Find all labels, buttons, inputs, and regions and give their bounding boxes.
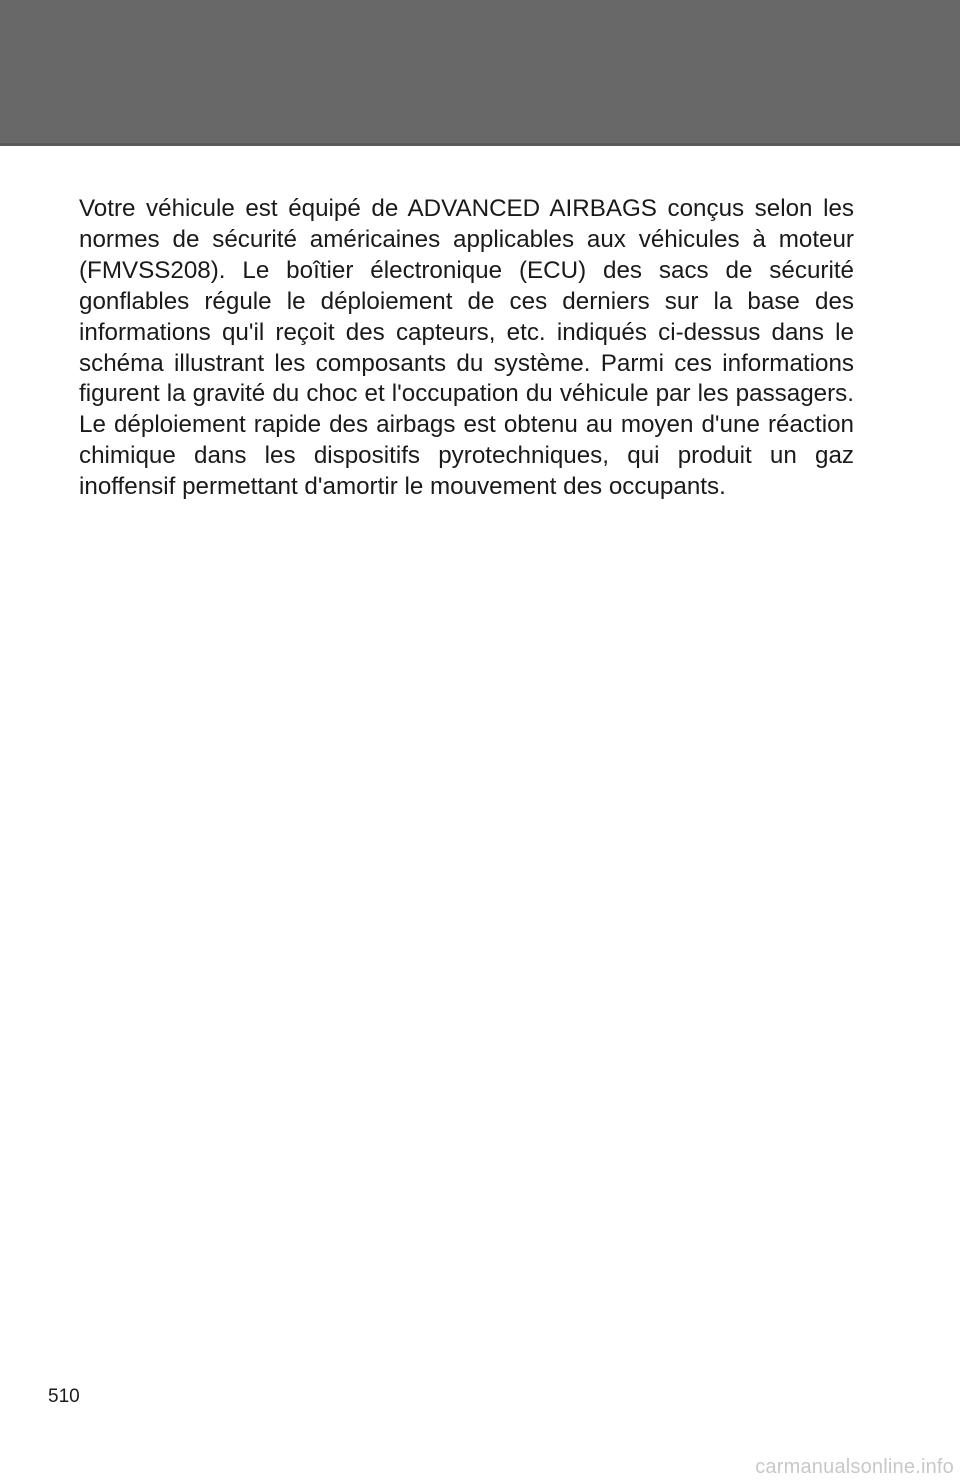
body-paragraph: Votre véhicule est équipé de ADVANCED AIRBAGS conçus selon les normes de sécurité américaines applicables aux véhicules à moteur (FMVSS208). Le boîtier électronique (ECU) des sacs de sécurité gonflables régule le déploiement de ces derniers sur la base des informations qu'il reçoit des capteurs, etc. indiqués ci-dessus dans le schéma illustrant les composants du système. Parmi ces informations figurent la gravité du choc et l'occupation du véhicule par les passagers. Le déploiement rapide des airbags est obtenu au moyen d'une réaction chimique dans les dispositifs pyrotechniques, qui produit un gaz inoffensif permettant d'amortir le mouvement des occupants. [79, 195, 854, 501]
header-band [0, 0, 960, 146]
page-number: 510 [48, 1386, 80, 1407]
header-band-edge [0, 143, 960, 146]
watermark-text: carmanualsonline.info [755, 1456, 954, 1478]
